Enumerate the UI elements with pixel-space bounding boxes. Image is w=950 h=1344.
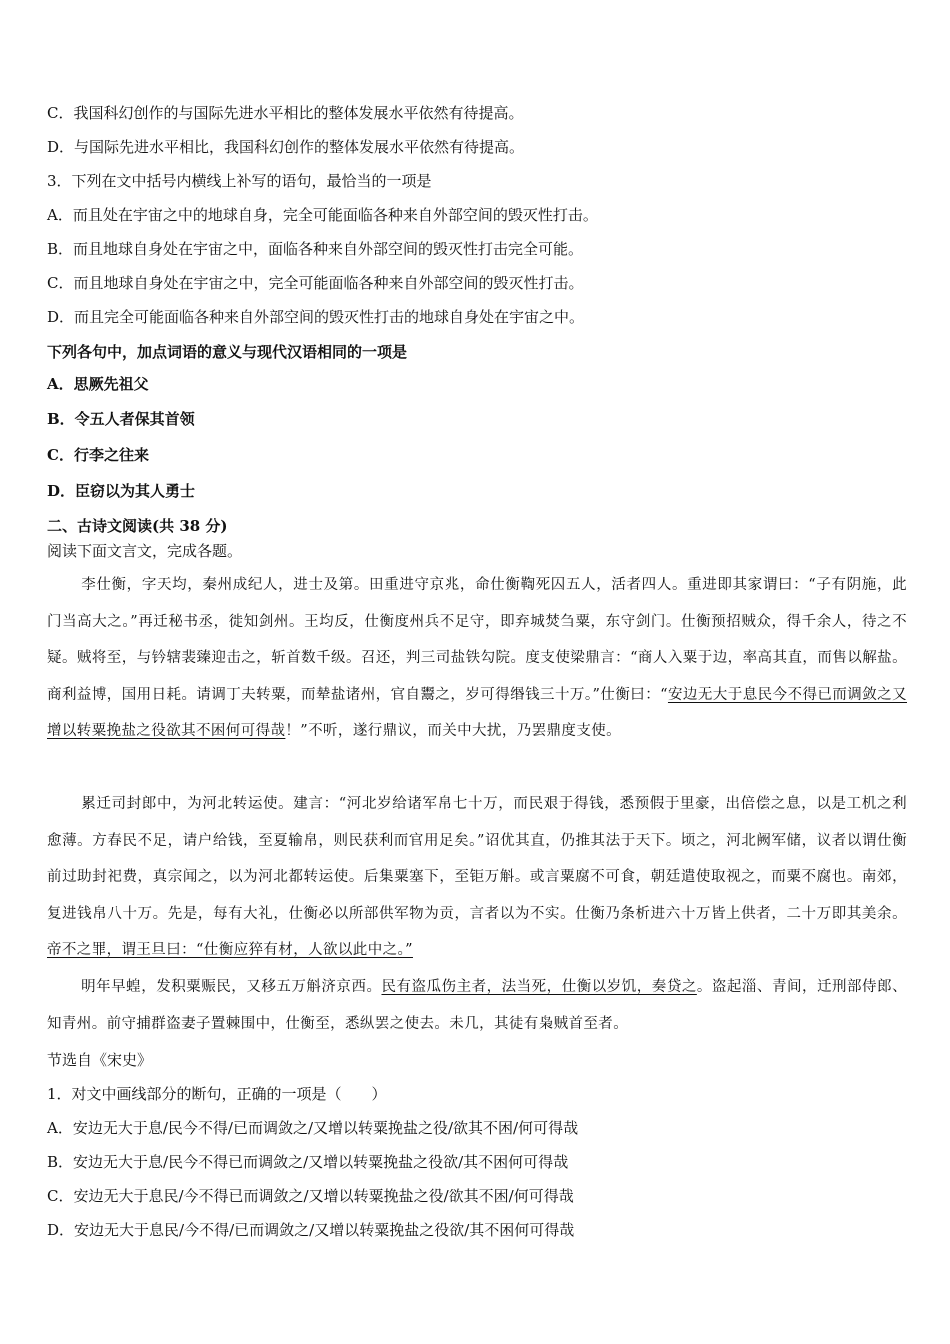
q2-option-c: C．我国科幻创作的与国际先进水平相比的整体发展水平依然有待提高。	[47, 104, 524, 122]
q3-option-b: B．而且地球自身处在宇宙之中，面临各种来自外部空间的毁灭性打击完全可能。	[47, 240, 584, 258]
passage-source: 节选自《宋史》	[47, 1051, 153, 1069]
q-meaning-option-a: A．思厥先祖父	[47, 375, 149, 393]
passage-paragraph-2	[47, 786, 907, 969]
q2-option-d: D．与国际先进水平相比，我国科幻创作的整体发展水平依然有待提高。	[47, 138, 525, 156]
q1-option-d: D．安边无大于息民/今不得/已而调敛之/又增以转粟挽盐之役欲/其不困何可得哉	[47, 1221, 575, 1239]
q1-option-c: C．安边无大于息民/今不得已而调敛之/又增以转粟挽盐之役/欲其不困/何可得哉	[47, 1187, 574, 1205]
q3-stem: 3．下列在文中括号内横线上补写的语句，最恰当的一项是	[47, 172, 432, 190]
q3-option-c: C．而且地球自身处在宇宙之中，完全可能面临各种来自外部空间的毁灭性打击。	[47, 274, 584, 292]
passage-p1-underlined: 安边无大于息民今不得已而调敛之又增以转粟挽盐之役欲其不困何可得哉	[47, 686, 907, 740]
q3-option-a: A．而且处在宇宙之中的地球自身，完全可能面临各种来自外部空间的毁灭性打击。	[47, 206, 598, 224]
q1-stem: 1．对文中画线部分的断句，正确的一项是（ ）	[47, 1085, 387, 1103]
section-instruction: 阅读下面文言文，完成各题。	[47, 542, 243, 560]
passage-p3-underlined: 民有盗瓜伤主者，法当死，仕衡以岁饥，奏贷之	[381, 979, 697, 995]
q1-option-b: B．安边无大于息/民今不得已而调敛之/又增以转粟挽盐之役欲/其不困何可得哉	[47, 1153, 569, 1171]
q-meaning-option-c: C．行李之往来	[47, 446, 149, 464]
passage-p1-text: 李仕衡，字天均，秦州成纪人，进士及第。田重进守京兆，命仕衡鞫死囚五人，活者四人。重进即其家谓曰：“子有阴施，此门当高大之。”再迁秘书丞，徙知剑州。王均反，仕衡度州兵不足守，即弃城焚刍粟，东守剑门。仕衡预招贼众，得千余人，待之不疑。贼将至，与钤辖裴臻迎击之，斩首数千级。召还，判三司盐铁勾院。度支使梁鼎言：“商人入粟于边，率高其直，而售以解盐。商利益博，国用日耗。请调丁夫转粟，而辇盐诸州，官自鬻之，岁可得缗钱三十万。”仕衡曰：“	[47, 577, 907, 703]
passage-paragraph-1	[47, 567, 907, 750]
q-meaning-option-d: D．臣窃以为其人勇士	[47, 482, 196, 500]
passage-p2-underlined: 帝不之罪，谓王旦曰：“仕衡应猝有材，人欲以此中之。”	[47, 942, 413, 959]
q-meaning-stem: 下列各句中，加点词语的意义与现代汉语相同的一项是	[47, 343, 408, 361]
q-meaning-option-b: B．令五人者保其首领	[47, 410, 195, 428]
q1-option-a: A．安边无大于息/民今不得/已而调敛之/又增以转粟挽盐之役/欲其不困/何可得哉	[47, 1119, 579, 1137]
passage-p3-text-end: 。盗起淄、青间，迁刑部侍郎、知青州。前守捕群盗妻子置棘围中，仕衡至，悉纵罢之使去。未几，其徒有枭贼首至者。	[47, 979, 907, 1032]
section-heading: 二、古诗文阅读(共 38 分)	[47, 517, 228, 535]
passage-p2-text: 累迁司封郎中，为河北转运使。建言：“河北岁给诸军帛七十万，而民艰于得钱，悉预假于里豪，出倍偿之息，以是工机之利愈薄。方春民不足，请户给钱，至夏输帛，则民获利而官用足矣。”诏优其直，仍推其法于天下。顷之，河北阙军储，议者以谓仕衡前过助封祀费，真宗闻之，以为河北都转运使。后集粟塞下，至钜万斛。或言粟腐不可食，朝廷遣使取视之，而粟不腐也。南郊，复进钱帛八十万。先是，每有大礼，仕衡必以所部供军物为贡，言者以为不实。仕衡乃条析进六十万皆上供者，二十万即其美余。	[47, 796, 907, 922]
q3-option-d: D．而且完全可能面临各种来自外部空间的毁灭性打击的地球自身处在宇宙之中。	[47, 308, 585, 326]
passage-p3-text: 明年早蝗，发积粟赈民，又移五万斛济京西。	[81, 979, 382, 995]
passage-p1-text-end: ！”不听，遂行鼎议，而关中大扰，乃罢鼎度支使。	[285, 723, 622, 740]
passage-paragraph-3	[47, 969, 907, 1042]
